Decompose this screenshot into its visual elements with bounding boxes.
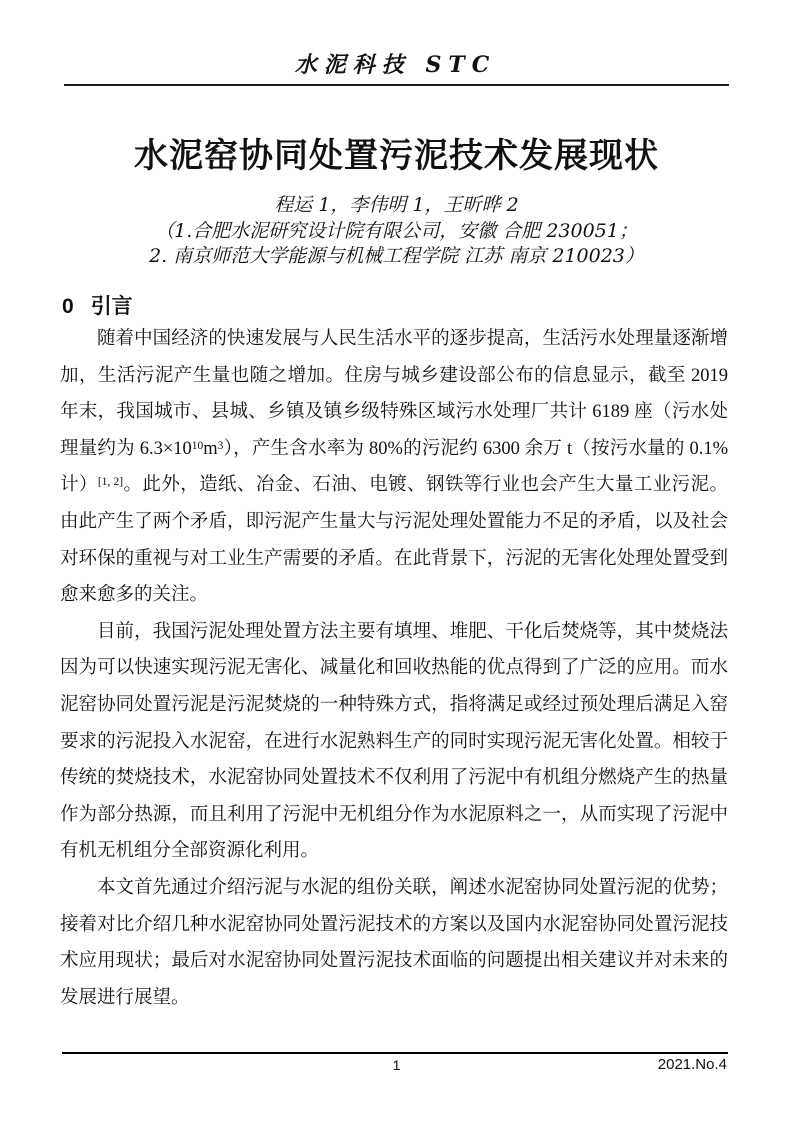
p1-exponent-10: 10 [191,439,204,452]
footer-page-number: 1 [392,1057,401,1073]
authors-line: 程运 1，李伟明 1，王昕晔 2 [274,194,519,216]
affiliation-line-2: 2. 南京师范大学能源与机械工程学院 江苏 南京 210023） [149,245,644,267]
body-text [60,321,728,1016]
header-rule [64,84,729,86]
p1-text-start: 随着中国经济的快速发展与人民生活水平的逐步提高，生活污水处理量逐渐增加，生活污泥产生量也随之增加。住房与城乡建设部公布的信息显示，截至 2019 年末，我国城市、县城、乡镇及镇乡级特殊区域污水处理厂共计 6189 座（污水处理量约为 6.3×10 [60,329,728,459]
section-heading [62,290,133,320]
journal-name: 水泥科技 STC [294,52,497,78]
affiliation-line-1: （1.合肥水泥研究设计院有限公司，安徽 合肥 230051； [155,220,638,242]
p1-unit-m: m [203,438,218,459]
p1-exponent-3: 3 [217,439,224,452]
p1-text-middle: ），产生含水率为 80%的污泥约 6300 余万 t（按污水量的 0.1%计） [60,438,728,496]
paragraph-intro-2: 目前，我国污泥处理处置方法主要有填埋、堆肥、干化后焚烧等，其中焚烧法因为可以快速实现污泥无害化、减量化和回收热能的优点得到了广泛的应用。而水泥窑协同处置污泥是污泥焚烧的一种特殊方式，指将满足或经过预处理后满足入窑要求的污泥投入水泥窑，在进行水泥熟料生产的同时实现污泥无害化处置。相较于传统的焚烧技术，水泥窑协同处置技术不仅利用了污泥中有机组分燃烧产生的热量作为部分热源，而且利用了污泥中无机组分作为水泥原料之一，从而实现了污泥中有机无机组分全部资源化利用。 [60,621,728,862]
footer-issue-label: 2021.No.4 [657,1056,727,1073]
footer-rule [62,1052,728,1054]
article-title: 水泥窑协同处置污泥技术发展现状 [134,137,659,175]
paragraph-intro-1 [60,321,728,614]
journal-header [62,48,729,79]
paragraph-intro-3: 本文首先通过介绍污泥与水泥的组份关联，阐述水泥窑协同处置污泥的优势；接着对比介绍几种水泥窑协同处置污泥技术的方案以及国内水泥窑协同处置污泥技术应用现状；最后对水泥窑协同处置污泥技术面临的问题提出相关建议并对未来的发展进行展望。 [60,877,728,1008]
section-number: 0 [62,295,74,318]
p1-text-end: 。此外，造纸、冶金、石油、电镀、钢铁等行业也会产生大量工业污泥。由此产生了两个矛盾，即污泥产生量大与污泥处理处置能力不足的矛盾，以及社会对环保的重视与对工业生产需要的矛盾。在此背景下，污泥的无害化处理处置受到愈来愈多的关注。 [60,475,728,606]
section-title: 引言 [90,295,133,318]
p1-citation-ref: [1, 2] [97,476,124,489]
